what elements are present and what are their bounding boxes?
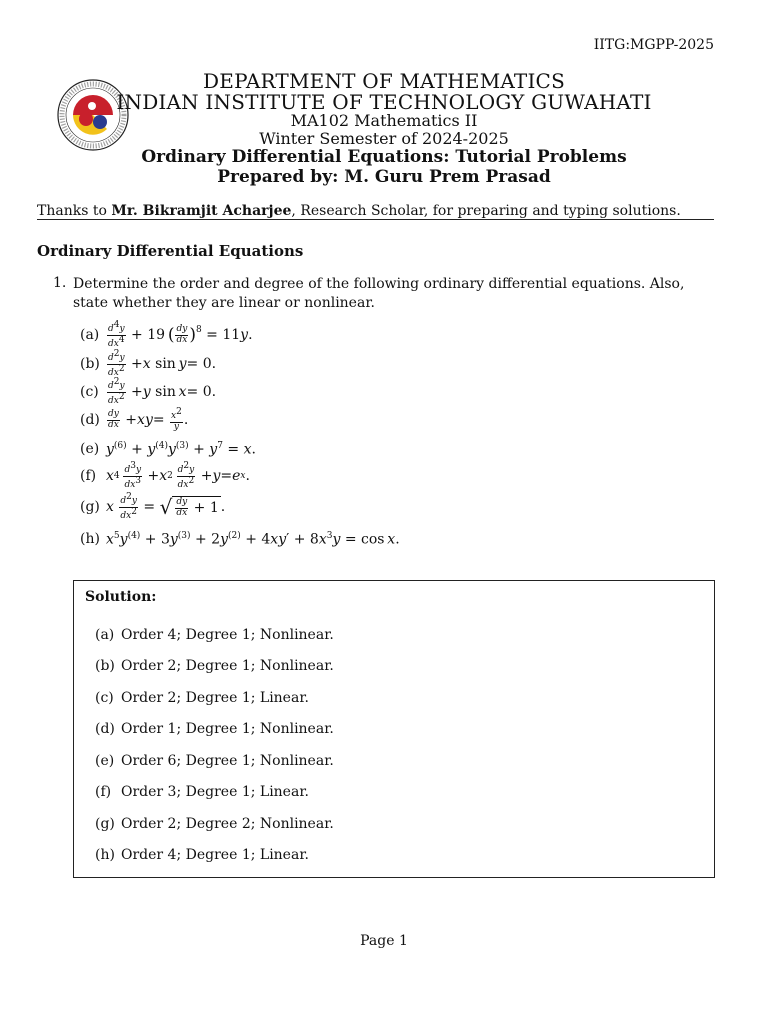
prepared-by: Prepared by: M. Guru Prem Prasad <box>217 167 551 187</box>
solution-text: Order 6; Degree 1; Nonlinear. <box>121 753 334 769</box>
semester: Winter Semester of 2024-2025 <box>259 129 509 148</box>
solution-text: Order 4; Degree 1; Linear. <box>121 847 309 863</box>
solution-text: Order 1; Degree 1; Nonlinear. <box>121 721 334 737</box>
solution-label: (f) <box>95 784 112 800</box>
department-heading: DEPARTMENT OF MATHEMATICS <box>203 69 565 93</box>
solution-label: (a) <box>95 627 115 643</box>
solution-label: (g) <box>95 816 115 832</box>
solution-title: Solution: <box>85 589 157 605</box>
equation-h: (h) $x^5y^{(4)} + 3y^{(3)} + 2y^{(2)} + 4xy' + 8x^3y = \cos x$. <box>80 530 400 548</box>
solution-label: (c) <box>95 690 114 706</box>
solution-label: (e) <box>95 753 115 769</box>
acknowledgement-prefix: Thanks to <box>37 203 112 219</box>
solution-item-d <box>95 721 334 737</box>
solution-label: (d) <box>95 721 115 737</box>
solution-text: Order 2; Degree 2; Nonlinear. <box>121 816 334 832</box>
institute-heading: INDIAN INSTITUTE OF TECHNOLOGY GUWAHATI <box>116 90 652 114</box>
equation-label: (e) <box>80 441 100 457</box>
section-title: Ordinary Differential Equations <box>37 242 304 260</box>
solution-text: Order 3; Degree 1; Linear. <box>121 784 309 800</box>
solution-item-c <box>95 690 309 706</box>
equation-a: (a) $\frac{d^4y}{dx^4}$ + 19 ( $\frac{dy}{dx}$ ) $^8$ = 11 y . <box>80 320 253 349</box>
question-text: Determine the order and degree of the following ordinary differential equations. Also, state whether they are linear or nonlinear. <box>73 276 685 311</box>
solution-item-a <box>95 627 334 643</box>
equation-b: (b) $\frac{d^2y}{dx^2}$ + x sin y = 0. <box>80 349 217 378</box>
header-rule <box>37 219 714 220</box>
document-code: IITG:MGPP-2025 <box>593 37 714 53</box>
solution-item-e <box>95 753 334 769</box>
equation-f: (f) x 4 $\frac{d^3y}{dx^3}$ + x 2 $\frac{d^2y}{dx^2}$ + y = e x . <box>80 461 250 490</box>
page-number: Page 1 <box>360 933 408 949</box>
equation-d: (d) $\frac{dy}{dx}$ + xy = $\frac{x^2}{y}$ . <box>80 407 189 432</box>
document-title: Ordinary Differential Equations: Tutorial Problems <box>141 147 627 167</box>
acknowledgement-suffix: , Research Scholar, for preparing and typing solutions. <box>291 203 681 219</box>
solution-item-b <box>95 658 334 674</box>
solution-text: Order 2; Degree 1; Linear. <box>121 690 309 706</box>
equation-label: (c) <box>80 384 99 400</box>
solution-item-h <box>95 847 309 863</box>
equation-c: (c) $\frac{d^2y}{dx^2}$ + y sin x = 0. <box>80 377 217 406</box>
equation-label: (f) <box>80 468 97 484</box>
equation-label: (a) <box>80 327 100 343</box>
solution-item-f <box>95 784 309 800</box>
equation-label: (d) <box>80 412 100 428</box>
acknowledgement <box>37 203 681 219</box>
acknowledged-person: Mr. Bikramjit Acharjee <box>111 203 292 219</box>
solution-label: (h) <box>95 847 115 863</box>
equation-label: (h) <box>80 531 100 547</box>
equation-label: (b) <box>80 356 100 372</box>
solution-item-g <box>95 816 334 832</box>
equation-label: (g) <box>80 499 100 515</box>
solution-label: (b) <box>95 658 115 674</box>
solution-text: Order 4; Degree 1; Nonlinear. <box>121 627 334 643</box>
question-number: 1. <box>53 275 67 291</box>
equation-g: (g) x $\frac{d^2y}{dx^2}$ = √ $\frac{dy}{dx}$ + 1 . <box>80 492 226 521</box>
course-name: MA102 Mathematics II <box>290 111 478 130</box>
equation-e: (e) $y^{(6)} + y^{(4)}y^{(3)} + y^7 = x$. <box>80 440 256 458</box>
solution-text: Order 2; Degree 1; Nonlinear. <box>121 658 334 674</box>
